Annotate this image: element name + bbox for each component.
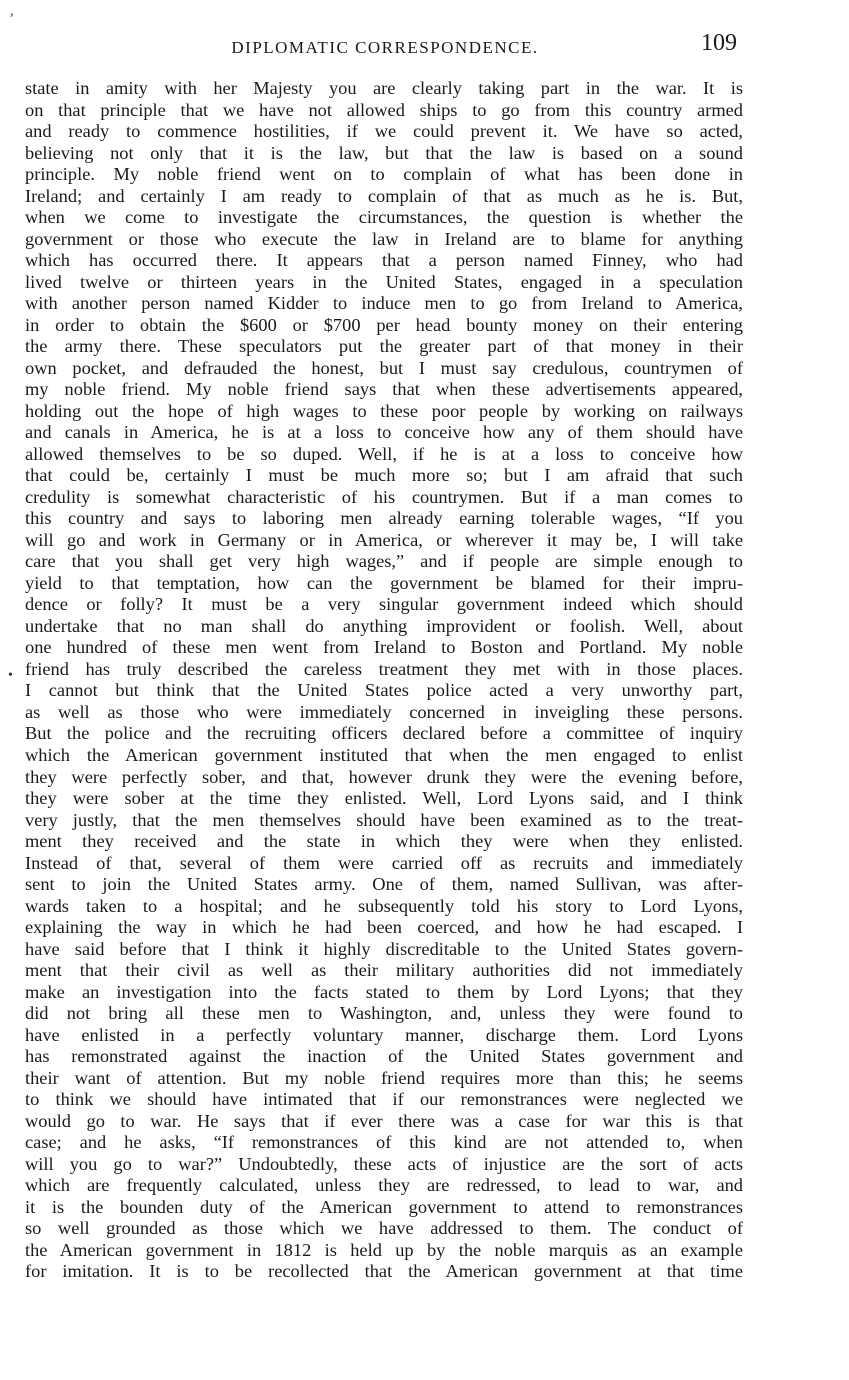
text-line: one hundred of these men went from Ireland to Boston and Portland. My noble (25, 637, 743, 658)
text-line: which are frequently calculated, unless they are redressed, to lead to war, and (25, 1175, 743, 1196)
text-line: friend has truly described the careless treatment they met with in those places. (25, 658, 743, 679)
text-line: believing not only that it is the law, but that the law is based on a sound (25, 142, 743, 163)
text-line: allowed themselves to be so duped. Well, if he is at a loss to conceive how (25, 443, 743, 464)
text-line: it is the bounden duty of the American government to attend to remonstrances (25, 1196, 743, 1217)
text-line: which has occurred there. It appears that a person named Finney, who had (25, 250, 743, 271)
text-line: explaining the way in which he had been coerced, and how he had escaped. I (25, 917, 743, 938)
margin-mark: • (8, 668, 13, 683)
text-line: they were sober at the time they enlisted. Well, Lord Lyons said, and I think (25, 788, 743, 809)
text-line: they were perfectly sober, and that, however drunk they were the evening before, (25, 766, 743, 787)
text-line: will you go to war?” Undoubtedly, these acts of injustice are the sort of acts (25, 1153, 743, 1174)
text-line: so well grounded as those which we have addressed to them. The conduct of (25, 1218, 743, 1239)
body-text (25, 78, 743, 1283)
text-line: for imitation. It is to be recollected that the American government at that time (25, 1261, 743, 1282)
text-line: But the police and the recruiting officers declared before a committee of inquiry (25, 723, 743, 744)
text-line: very justly, that the men themselves should have been examined as to the treat- (25, 809, 743, 830)
text-line: I cannot but think that the United States police acted a very unworthy part, (25, 680, 743, 701)
text-line: case; and he asks, “If remonstrances of this kind are not attended to, when (25, 1132, 743, 1153)
text-line: make an investigation into the facts stated to them by Lord Lyons; that they (25, 981, 743, 1002)
margin-mark: , (10, 4, 14, 19)
text-line: to think we should have intimated that if our remonstrances were neglected we (25, 1089, 743, 1110)
text-line: and ready to commence hostilities, if we could prevent it. We have so acted, (25, 121, 743, 142)
text-line: care that you shall get very high wages,” and if people are simple enough to (25, 551, 743, 572)
text-line: and canals in America, he is at a loss to conceive how any of them should have (25, 422, 743, 443)
text-line: principle. My noble friend went on to complain of what has been done in (25, 164, 743, 185)
text-line: own pocket, and defrauded the honest, but I must say credulous, countrymen of (25, 357, 743, 378)
text-line: ment that their civil as well as their military authorities did not immediately (25, 960, 743, 981)
text-line: wards taken to a hospital; and he subsequently told his story to Lord Lyons, (25, 895, 743, 916)
text-line: have said before that I think it highly discreditable to the United States govern- (25, 938, 743, 959)
text-line: that could be, certainly I must be much more so; but I am afraid that such (25, 465, 743, 486)
text-line: their want of attention. But my noble friend requires more than this; he seems (25, 1067, 743, 1088)
text-line: in order to obtain the $600 or $700 per head bounty money on their entering (25, 314, 743, 335)
running-head: DIPLOMATIC CORRESPONDENCE. (231, 38, 539, 57)
text-line: would go to war. He says that if ever there was a case for war this is that (25, 1110, 743, 1131)
text-line: with another person named Kidder to induce men to go from Ireland to America, (25, 293, 743, 314)
text-line: lived twelve or thirteen years in the United States, engaged in a speculation (25, 271, 743, 292)
text-line: the army there. These speculators put the greater part of that money in their (25, 336, 743, 357)
text-line: dence or folly? It must be a very singular government indeed which should (25, 594, 743, 615)
text-line: will go and work in Germany or in America, or wherever it may be, I will take (25, 529, 743, 550)
text-line: did not bring all these men to Washington, and, unless they were found to (25, 1003, 743, 1024)
text-line: this country and says to laboring men already earning tolerable wages, “If you (25, 508, 743, 529)
text-line: credulity is somewhat characteristic of his countrymen. But if a man comes to (25, 486, 743, 507)
text-line: state in amity with her Majesty you are clearly taking part in the war. It is (25, 78, 743, 98)
text-line: which the American government instituted that when the men engaged to enlist (25, 744, 743, 765)
text-line: holding out the hope of high wages to these poor people by working on railways (25, 400, 743, 421)
text-line: yield to that temptation, how can the government be blamed for their impru- (25, 572, 743, 593)
text-line: have enlisted in a perfectly voluntary manner, discharge them. Lord Lyons (25, 1024, 743, 1045)
text-line: government or those who execute the law in Ireland are to blame for anything (25, 228, 743, 249)
text-line: Ireland; and certainly I am ready to complain of that as much as he is. But, (25, 185, 743, 206)
text-line: has remonstrated against the inaction of the United States government and (25, 1046, 743, 1067)
text-line: the American government in 1812 is held up by the noble marquis as an example (25, 1239, 743, 1260)
page-header (25, 30, 745, 64)
text-line: as well as those who were immediately concerned in inveigling these persons. (25, 701, 743, 722)
text-line: on that principle that we have not allowed ships to go from this country armed (25, 99, 743, 120)
text-line: ment they received and the state in which they were when they enlisted. (25, 831, 743, 852)
text-line: sent to join the United States army. One of them, named Sullivan, was after- (25, 874, 743, 895)
text-line: Instead of that, several of them were carried off as recruits and immediately (25, 852, 743, 873)
page-number: 109 (701, 30, 737, 56)
text-line: undertake that no man shall do anything improvident or foolish. Well, about (25, 615, 743, 636)
text-line: my noble friend. My noble friend says that when these advertisements appeared, (25, 379, 743, 400)
text-line: when we come to investigate the circumstances, the question is whether the (25, 207, 743, 228)
